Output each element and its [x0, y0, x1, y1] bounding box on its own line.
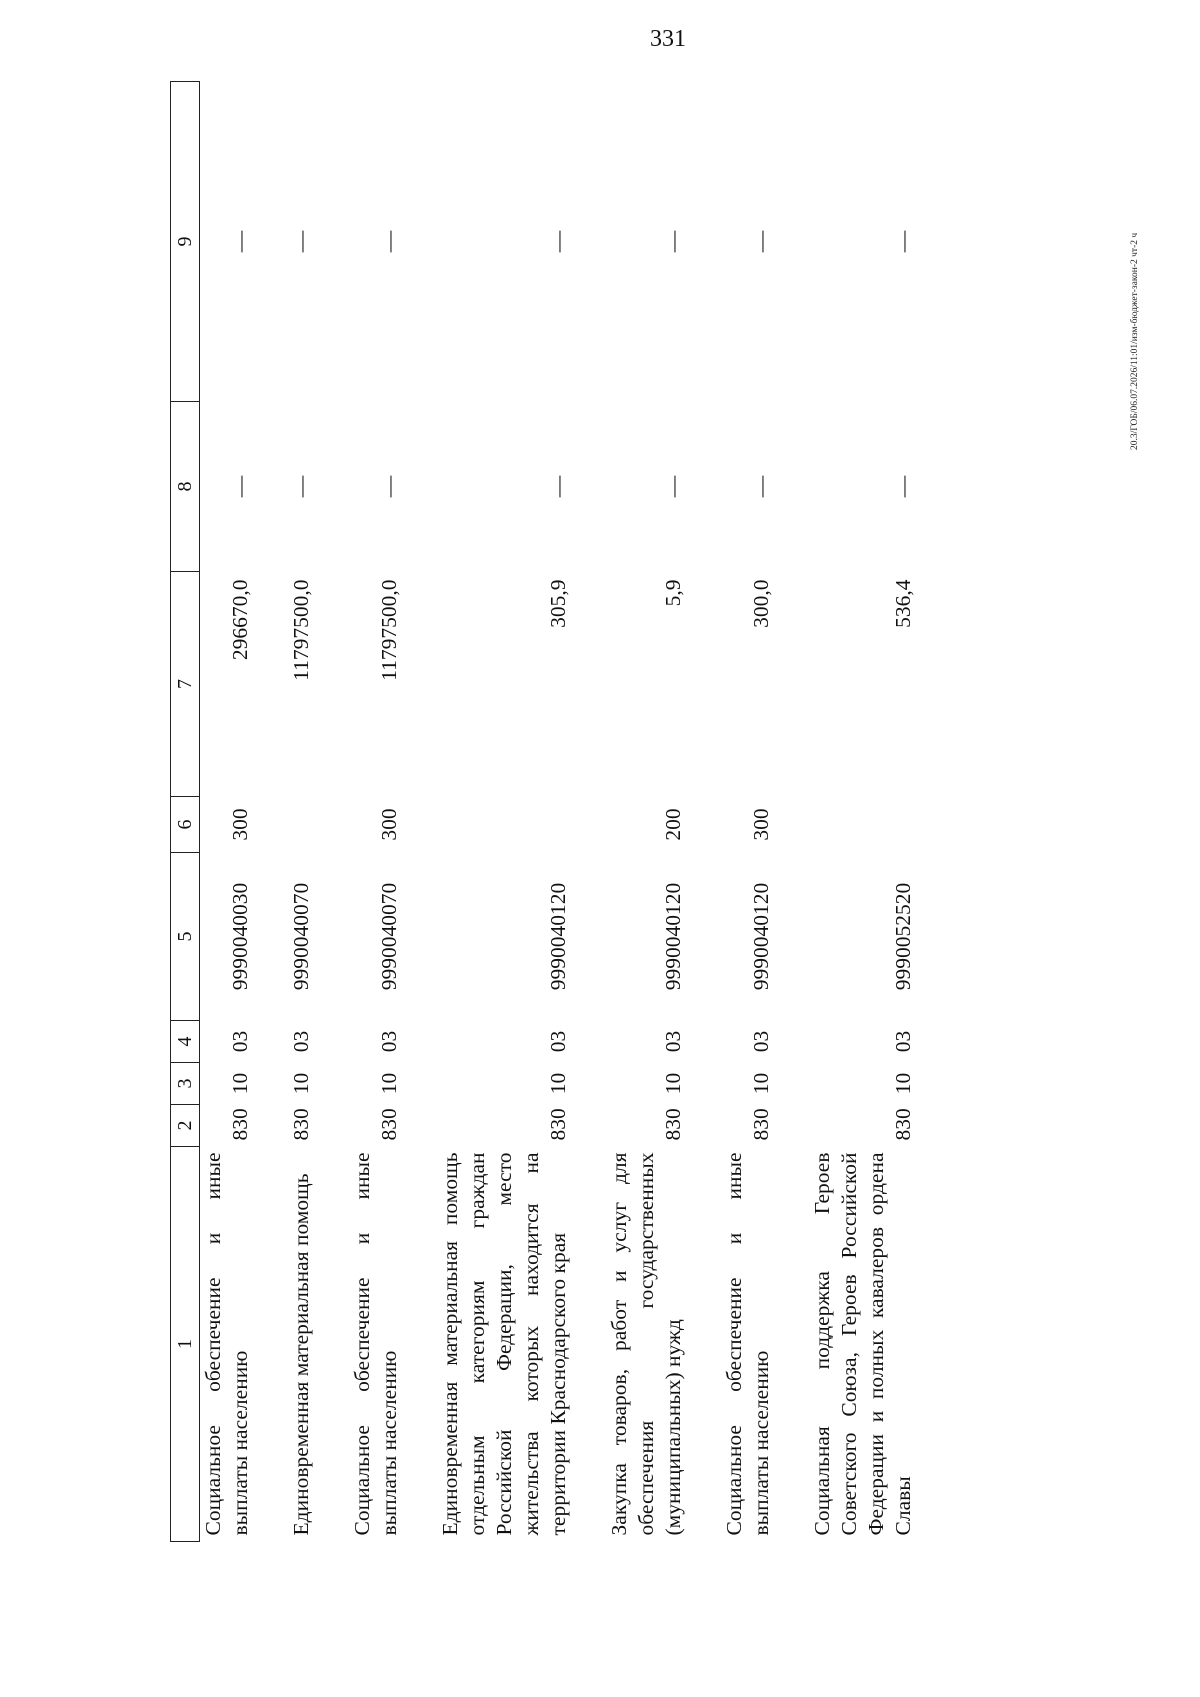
cell-c6: 9990040070	[377, 882, 401, 991]
header-cell: 8	[171, 402, 200, 572]
cell-c3: 830	[377, 1108, 401, 1141]
cell-c10: —	[377, 230, 401, 253]
row-spacer	[315, 82, 349, 1542]
cell-c8: 305,9	[546, 579, 570, 628]
cell-c4: 10	[891, 1072, 915, 1095]
header-cell: 7	[171, 572, 200, 797]
cell-c10: —	[749, 230, 773, 253]
cell-c5: 03	[661, 1030, 685, 1053]
cell-c6: 9990040120	[749, 882, 773, 991]
cell-c4: 10	[289, 1072, 313, 1095]
cell-c8: 296670,0	[228, 579, 252, 661]
cell-c5: 03	[289, 1030, 313, 1053]
cell-c7: 300	[228, 808, 252, 841]
cell-c8: 5,9	[661, 579, 685, 607]
cell-c4: 10	[749, 1072, 773, 1095]
row-description: Закупка товаров, работ и услуг для обеспечения государственных (муниципальных) нужд	[607, 1152, 685, 1536]
cell-c7: 300	[377, 808, 401, 841]
row-description: Социальное обеспечение и иные выплаты населению	[201, 1152, 252, 1536]
row-description: Социальное обеспечение и иные выплаты населению	[350, 1152, 401, 1536]
cell-c9: —	[289, 475, 313, 498]
header-row	[171, 82, 200, 1542]
row-spacer	[775, 82, 809, 1542]
cell-c5: 03	[228, 1030, 252, 1053]
cell-c4: 10	[228, 1072, 252, 1095]
cell-c3: 830	[891, 1108, 915, 1141]
table-row	[809, 82, 917, 1542]
cell-c5: 03	[377, 1030, 401, 1053]
cell-c7	[288, 797, 315, 853]
table-body	[200, 82, 918, 1542]
cell-c7	[809, 797, 917, 853]
cell-c9: —	[228, 475, 252, 498]
table-row	[349, 82, 403, 1542]
cell-c4: 10	[661, 1072, 685, 1095]
row-description: Единовременная материальная помощь	[289, 1173, 313, 1536]
cell-c3: 830	[661, 1108, 685, 1141]
cell-c9: —	[661, 475, 685, 498]
cell-c7	[437, 797, 572, 853]
cell-c10: —	[228, 230, 252, 253]
cell-c7: 200	[661, 808, 685, 841]
cell-c10: —	[891, 230, 915, 253]
cell-c6: 9990040120	[661, 882, 685, 991]
table-row	[606, 82, 687, 1542]
cell-c6: 9990040030	[228, 882, 252, 991]
header-cell: 6	[171, 797, 200, 853]
cell-c3: 830	[546, 1108, 570, 1141]
row-spacer	[403, 82, 437, 1542]
cell-c5: 03	[891, 1030, 915, 1053]
table-row	[437, 82, 572, 1542]
cell-c8: 536,4	[891, 579, 915, 628]
header-cell: 2	[171, 1105, 200, 1147]
header-cell: 9	[171, 82, 200, 402]
row-description: Единовременная материальная помощь отдельным категориям граждан Российской Федерации, место жительства которых находится на территории Краснодарского края	[438, 1152, 570, 1536]
cell-c9: —	[546, 475, 570, 498]
row-description: Социальная поддержка Героев Советского Союза, Героев Российской Федерации и полных кавалеров ордена Славы	[810, 1152, 915, 1536]
cell-c10: —	[661, 230, 685, 253]
row-spacer	[687, 82, 721, 1542]
cell-c6: 9990040070	[289, 882, 313, 991]
cell-c5: 03	[546, 1030, 570, 1053]
table-row	[721, 82, 775, 1542]
table-row	[200, 82, 255, 1542]
row-spacer	[254, 82, 288, 1542]
header-cell: 4	[171, 1021, 200, 1063]
header-cell: 5	[171, 853, 200, 1021]
row-spacer	[572, 82, 606, 1542]
header-cell: 3	[171, 1063, 200, 1105]
page-number: 331	[650, 26, 686, 52]
header-cell: 1	[171, 1147, 200, 1542]
cell-c10: —	[546, 230, 570, 253]
cell-c3: 830	[289, 1108, 313, 1141]
cell-c8: 11797500,0	[377, 579, 401, 681]
cell-c4: 10	[546, 1072, 570, 1095]
cell-c6: 9990040120	[546, 882, 570, 991]
budget-table	[170, 82, 917, 1543]
cell-c10: —	[289, 230, 313, 253]
table-row	[288, 82, 315, 1542]
cell-c4: 10	[377, 1072, 401, 1095]
cell-c3: 830	[749, 1108, 773, 1141]
row-description: Социальное обеспечение и иные выплаты населению	[722, 1152, 773, 1536]
cell-c7: 300	[749, 808, 773, 841]
document-footer-code: 20.3/ГОБ/06.07.2026/11:01/изм-бюджет-закон-2 чт-2 ч	[1130, 232, 1140, 450]
budget-table-rotated	[170, 82, 1050, 1542]
cell-c9: —	[749, 475, 773, 498]
cell-c9: —	[377, 475, 401, 498]
cell-c8: 11797500,0	[289, 579, 313, 681]
cell-c6: 9990052520	[891, 882, 915, 991]
cell-c5: 03	[749, 1030, 773, 1053]
cell-c9: —	[891, 475, 915, 498]
cell-c3: 830	[228, 1108, 252, 1141]
cell-c8: 300,0	[749, 579, 773, 628]
